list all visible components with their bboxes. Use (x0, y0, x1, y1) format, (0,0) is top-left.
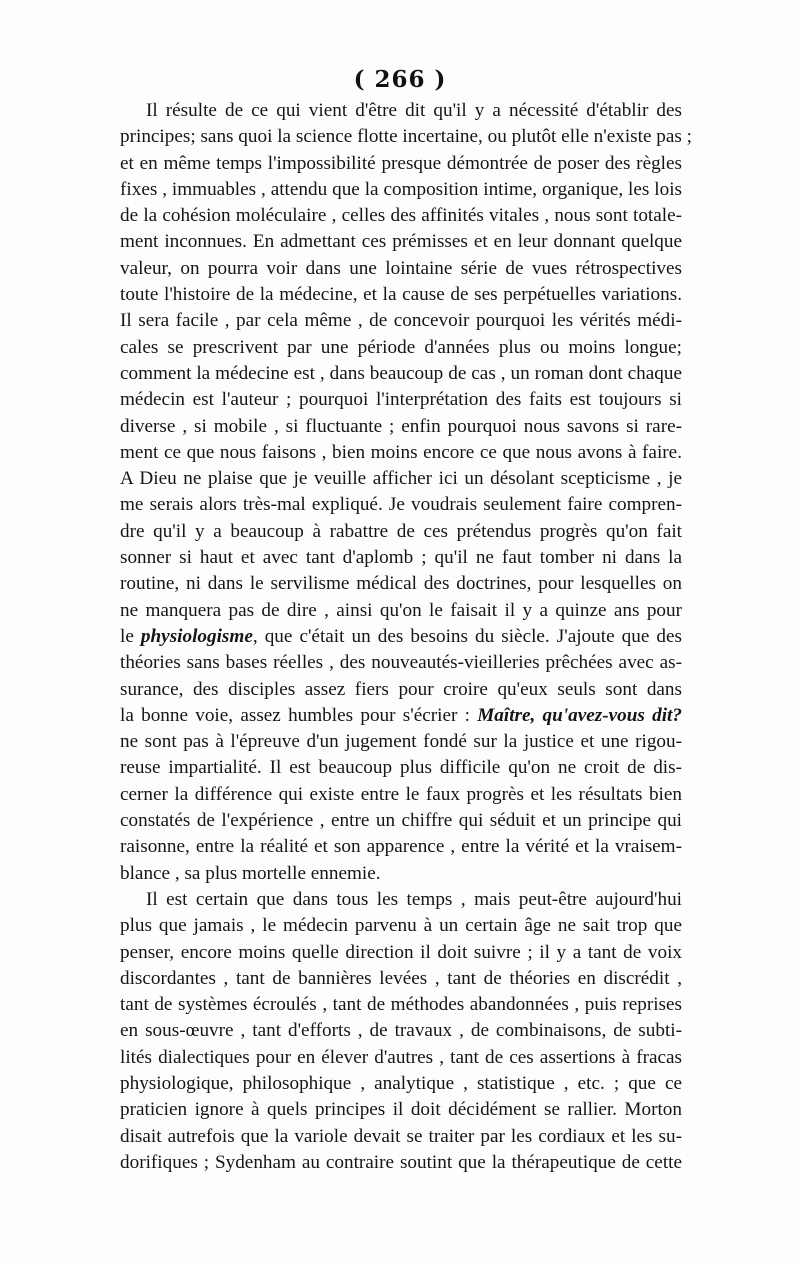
text-segment: , que c'était un des besoins du siècle. J'ajoute que des (252, 625, 682, 647)
text-line: cales se prescrivent par une période d'années plus ou moins longue; (120, 336, 682, 358)
text-line: Il résulte de ce qui vient d'être dit qu'il y a nécessité d'établir des (146, 100, 682, 121)
text-line: Il sera facile , par cela même , de concevoir pourquoi les vérités médi- (120, 310, 682, 332)
text-line: disait autrefois que la variole devait se traiter par les cordiaux et les su- (120, 1125, 682, 1147)
text-line: et en même temps l'impossibilité presque démontrée de poser des règles (120, 152, 682, 174)
text-line: blance , sa plus mortelle ennemie. (120, 862, 381, 884)
text-line: dre qu'il y a beaucoup à rabattre de ces prétendus progrès qu'on fait (120, 520, 682, 542)
text-line: discordantes , tant de bannières levées , tant de théories en discrédit , (120, 967, 682, 989)
text-line: en sous-œuvre , tant d'efforts , de travaux , de combinaisons, de subti- (120, 1020, 682, 1042)
text-line: cerner la différence qui existe entre le faux progrès et les résultats bien (120, 783, 682, 805)
text-line: routine, ni dans le servilisme médical des doctrines, pour lesquelles on (120, 573, 682, 595)
text-line: fixes , immuables , attendu que la composition intime, organique, les lois (120, 178, 682, 200)
text-line: théories sans bases réelles , des nouveautés-vieilleries prêchées avec as- (120, 652, 682, 674)
text-line: Il est certain que dans tous les temps , mais peut-être aujourd'hui (146, 888, 682, 910)
text-line: ment inconnues. En admettant ces prémisses et en leur donnant quelque (120, 231, 682, 253)
text-line: de la cohésion moléculaire , celles des affinités vitales , nous sont totale- (120, 205, 682, 227)
text-line: toute l'histoire de la médecine, et la cause de ses perpétuelles variations. (120, 284, 682, 306)
italic-phrase: physiologisme (140, 625, 253, 647)
text-line: tant de systèmes écroulés , tant de méthodes abandonnées , puis reprises (120, 994, 682, 1016)
text-line: médecin est l'auteur ; pourquoi l'interprétation des faits est toujours si (120, 389, 682, 411)
text-line (120, 703, 682, 729)
text-line (120, 624, 682, 650)
text-line: valeur, on pourra voir dans une lointaine série de vues rétrospectives (120, 257, 682, 279)
text-line: principes; sans quoi la science flotte incertaine, ou plutôt elle n'existe pas ; (120, 126, 692, 148)
text-line: raisonne, entre la réalité et son apparence , entre la vérité et la vraisem- (120, 836, 682, 858)
text-segment: le (120, 625, 141, 647)
text-line: A Dieu ne plaise que je veuille afficher ici un désolant scepticisme , je (120, 468, 682, 490)
text-line: lités dialectiques pour en élever d'autres , tant de ces assertions à fracas (120, 1046, 682, 1068)
text-line: dorifiques ; Sydenham au contraire soutint que la thérapeutique de cette (120, 1151, 682, 1173)
page-number: ( 266 ) (353, 66, 447, 93)
text-segment: la bonne voie, assez humbles pour s'écrier : (120, 704, 478, 726)
text-line: plus que jamais , le médecin parvenu à un certain âge ne sait trop que (120, 915, 682, 937)
text-line: diverse , si mobile , si fluctuante ; enfin pourquoi nous savons si rare- (120, 415, 682, 437)
text-line: penser, encore moins quelle direction il doit suivre ; il y a tant de voix (120, 941, 682, 963)
text-line: ment ce que nous faisons , bien moins encore ce que nous avons à faire. (120, 441, 682, 463)
text-line: physiologique, philosophique , analytique , statistique , etc. ; que ce (120, 1072, 682, 1094)
text-line: sonner si haut et avec tant d'aplomb ; qu'il ne faut tomber ni dans la (120, 547, 682, 569)
body-text (120, 98, 692, 1176)
text-line: surance, des disciples assez fiers pour croire qu'eux seuls sont dans (120, 678, 682, 700)
italic-phrase: Maître, qu'avez-vous dit? (477, 704, 682, 726)
text-line: comment la médecine est , dans beaucoup de cas , un roman dont chaque (120, 362, 682, 384)
text-line: praticien ignore à quels principes il doit décidément se rallier. Morton (120, 1099, 682, 1121)
text-line: me serais alors très-mal expliqué. Je voudrais seulement faire compren- (120, 494, 682, 516)
text-line: constatés de l'expérience , entre un chiffre qui séduit et un principe qui (120, 810, 682, 832)
text-line: ne sont pas à l'épreuve d'un jugement fondé sur la justice et une rigou- (120, 731, 682, 753)
text-line: ne manquera pas de dire , ainsi qu'on le faisait il y a quinze ans pour (120, 599, 682, 621)
text-line: reuse impartialité. Il est beaucoup plus difficile qu'on ne croit de dis- (120, 757, 682, 779)
